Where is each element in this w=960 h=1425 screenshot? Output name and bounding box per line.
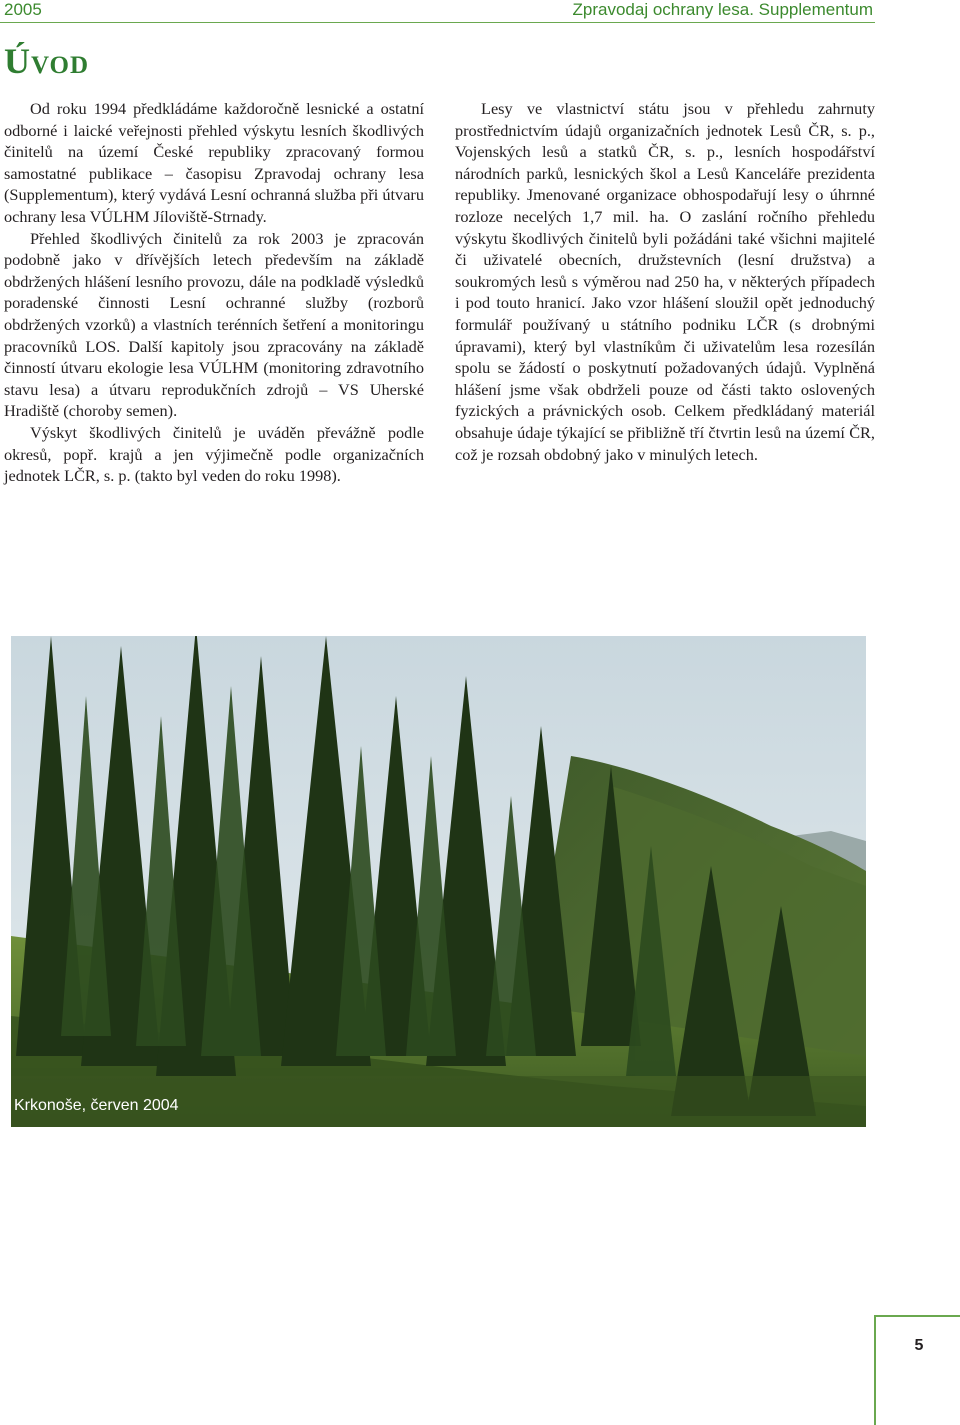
photo-caption: Krkonoše, červen 2004 — [14, 1097, 179, 1114]
forest-photo — [11, 636, 866, 1127]
header-year: 2005 — [4, 0, 42, 19]
left-paragraph-3: Výskyt škodlivých činitelů je uváděn převážně podle okresů, popř. krajů a jen výjimečně podle organizačních jednotek LČR, s. p. (takto byl veden do roku 1998). — [4, 422, 424, 486]
right-paragraph-1: Lesy ve vlastnictví státu jsou v přehledu zahrnuty prostřednictvím údajů organizačních jednotek Lesů ČR, s. p., Vojenských lesů a statků ČR, s. p., lesních hospodářství národních parků, lesnických škol a Lesů Kanceláře prezidenta republiky. Jmenované organizace obhospodařují lesy o úhrnné rozloze necelých 1,7 mil. ha. O zaslání ročního přehledu výskytu škodlivých činitelů byli požádáni také všichni majitelé či uživatelé obecních, družstevních (lesní družstva) a soukromých lesů s výměrou nad 250 ha, v některých případech i pod touto hranicí. Jako vzor hlášení sloužil opět jednoduchý formulář používaný u státního podniku LČR (s drobnými úpravami), který byl vlastníkům či uživatelům lesa rozesílán spolu se žádostí o poskytnutí požadovaných údajů. Vyplněná hlášení jsme však obdrželi pouze od části takto oslovených fyzických a právnických osob. Celkem předkládaný materiál obsahuje údaje týkající se přibližně tří čtvrtin lesů na území ČR, což je rozsah obdobný jako v minulých letech. — [455, 99, 875, 464]
left-column — [4, 98, 424, 487]
section-title: Úvod — [4, 41, 90, 81]
left-paragraph-1: Od roku 1994 předkládáme každoročně lesnické a ostatní odborné i laické veřejnosti přehled výskytu lesních škodlivých činitelů na území České republiky zpracovaný formou samostatné publikace – časopisu Zpravodaj ochrany lesa (Supplementum), který vydává Lesní ochranná služba při útvaru ochrany lesa VÚLHM Jíloviště-Strnady. — [4, 99, 424, 226]
forest-illustration — [11, 636, 866, 1127]
right-column — [455, 98, 875, 465]
running-header — [0, 0, 875, 23]
page-number-box — [874, 1315, 960, 1425]
header-journal-title: Zpravodaj ochrany lesa. Supplementum — [572, 0, 873, 19]
left-paragraph-2: Přehled škodlivých činitelů za rok 2003 je zpracován podobně jako v dřívějších letech především na základě obdržených hlášení lesního provozu, dále na podkladě výsledků poradenské činnosti Lesní ochranné služby (rozborů obdržených vzorků) a vlastních terénních šetření a monitoringu pracovníků LOS. Další kapitoly jsou zpracovány na základě činností útvaru ekologie lesa VÚLHM (monitoring zdravotního stavu lesa) a útvaru reprodukčních zdrojů – VS Uherské Hradiště (choroby semen). — [4, 228, 424, 421]
page-number: 5 — [914, 1337, 924, 1354]
